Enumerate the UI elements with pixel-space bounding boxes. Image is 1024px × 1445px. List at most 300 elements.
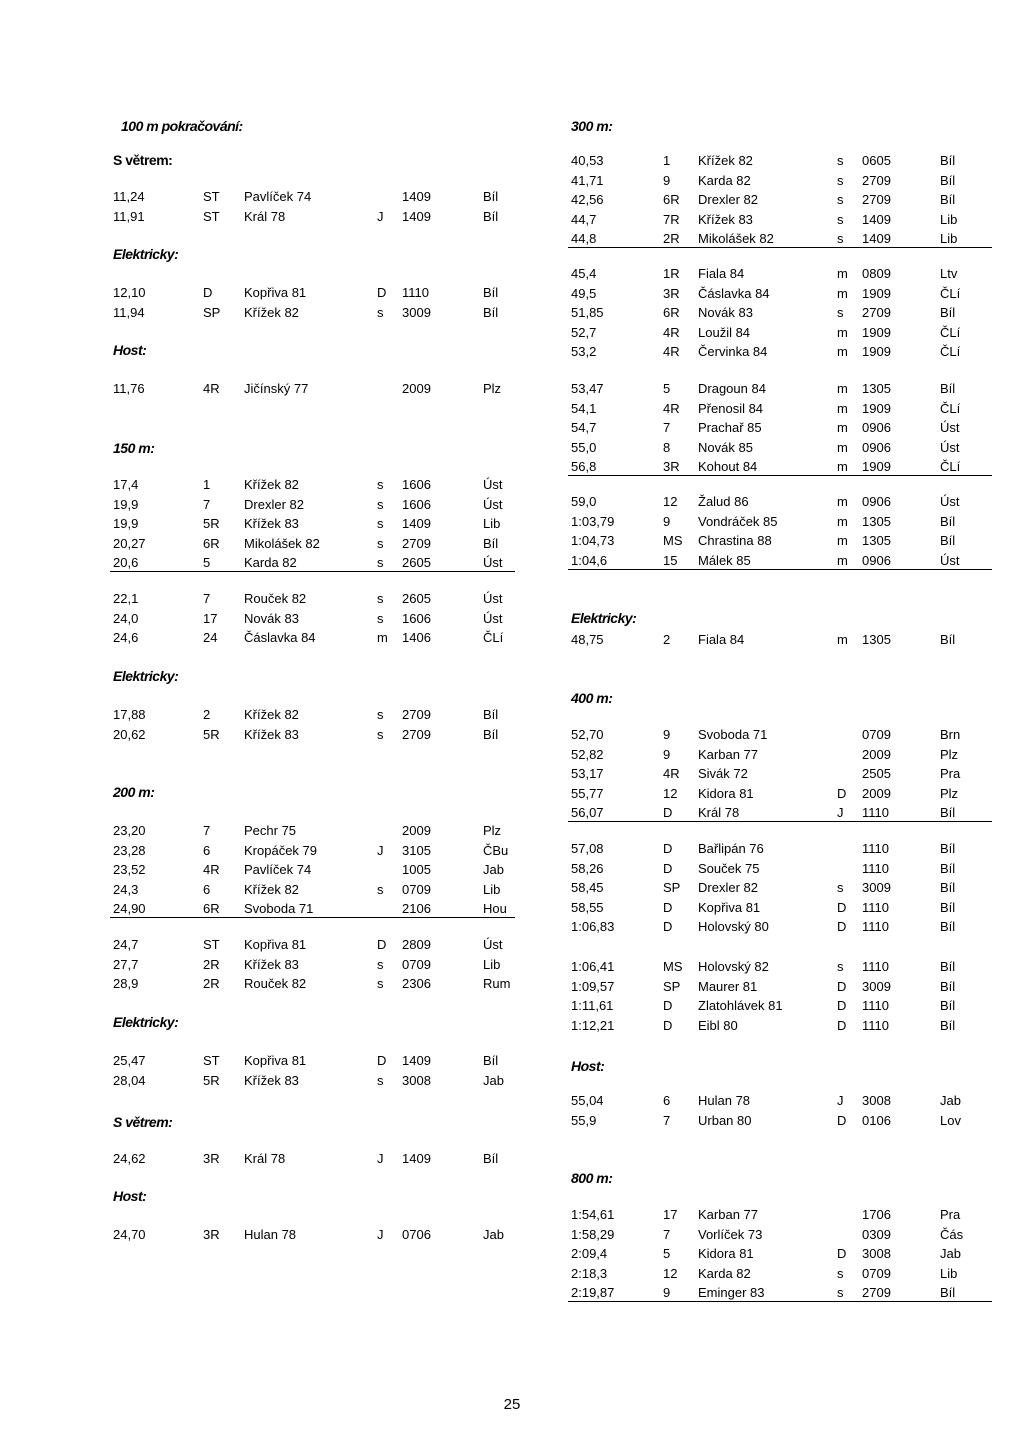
cell-time: 24,7 — [113, 937, 139, 952]
cell-date: 1110 — [862, 805, 889, 820]
cell-date: 1305 — [862, 533, 891, 548]
cell-athlete: Rouček 82 — [244, 591, 307, 606]
cell-club: Lib — [483, 881, 501, 897]
cell-athlete: Mikolášek 82 — [698, 231, 774, 246]
cell-date: 1110 — [862, 841, 889, 856]
result-row — [530, 419, 992, 437]
cell-time: 12,10 — [113, 285, 146, 300]
result-row — [0, 822, 515, 840]
cell-club: Plz — [940, 746, 959, 762]
cell-category: s — [377, 726, 384, 742]
cell-category: D — [837, 899, 847, 915]
result-row — [530, 918, 992, 936]
cell-date: 3009 — [402, 304, 431, 320]
cell-athlete: Křížek 83 — [244, 1072, 299, 1088]
cell-position: D — [663, 1017, 673, 1033]
cell-category: s — [837, 1265, 844, 1281]
result-row — [530, 380, 992, 398]
result-row — [0, 1052, 515, 1070]
cell-position: D — [663, 919, 673, 934]
cell-position: ST — [203, 189, 220, 204]
cell-category: D — [837, 1017, 847, 1033]
cell-position: SP — [663, 978, 681, 994]
result-row — [530, 265, 992, 283]
cell-category: s — [377, 956, 384, 972]
cell-time: 54,7 — [571, 420, 597, 435]
cell-athlete: Pechr 75 — [244, 823, 297, 838]
cell-club: Čás — [940, 1226, 964, 1242]
result-row — [530, 860, 992, 878]
cell-athlete: Kopřiva 81 — [698, 899, 761, 915]
cell-time: 57,08 — [571, 841, 604, 856]
cell-athlete: Maurer 81 — [698, 978, 758, 994]
cell-position: 7 — [203, 496, 211, 512]
result-row — [530, 493, 992, 511]
result-row — [0, 380, 515, 398]
cell-athlete: Prachař 85 — [698, 420, 762, 435]
cell-athlete: Žalud 86 — [698, 494, 749, 509]
cell-club: Úst — [483, 496, 503, 512]
cell-date: 1110 — [862, 860, 889, 876]
cell-category: m — [837, 344, 848, 359]
cell-club: Brn — [940, 727, 961, 742]
cell-position: 12 — [663, 1265, 678, 1281]
cell-time: 53,2 — [571, 344, 597, 359]
cell-position: 6R — [203, 901, 220, 916]
result-row — [530, 532, 992, 550]
cell-club: Bíl — [940, 880, 956, 895]
cell-position: 2 — [203, 707, 211, 722]
cell-time: 1:58,29 — [571, 1226, 615, 1242]
cell-position: 6 — [663, 1093, 671, 1108]
underline-divider — [568, 569, 992, 570]
cell-athlete: Loužil 84 — [698, 324, 751, 340]
cell-club: Bíl — [940, 153, 956, 168]
cell-athlete: Čáslavka 84 — [698, 285, 770, 301]
cell-category: D — [377, 1053, 387, 1068]
cell-athlete: Mikolášek 82 — [244, 535, 320, 551]
result-row — [0, 554, 515, 572]
cell-date: 1110 — [862, 1017, 889, 1033]
cell-date: 2009 — [862, 746, 891, 762]
result-row — [0, 284, 515, 302]
result-row — [0, 975, 515, 993]
cell-position: 7 — [203, 823, 211, 838]
cell-position: 9 — [663, 513, 671, 529]
cell-category: s — [377, 516, 384, 531]
cell-time: 1:12,21 — [571, 1017, 615, 1033]
cell-club: Plz — [483, 823, 502, 838]
result-row — [0, 590, 515, 608]
cell-date: 1606 — [402, 477, 431, 492]
cell-time: 48,75 — [571, 632, 604, 647]
cell-club: Úst — [483, 555, 503, 570]
cell-category: m — [837, 459, 848, 474]
cell-club: Pra — [940, 1207, 961, 1222]
cell-athlete: Fiala 84 — [698, 632, 745, 647]
cell-time: 40,53 — [571, 153, 604, 168]
cell-position: SP — [663, 880, 681, 895]
cell-time: 51,85 — [571, 305, 604, 320]
cell-club: ČBu — [483, 842, 509, 858]
cell-club: Úst — [483, 937, 503, 952]
cell-date: 1409 — [402, 1053, 431, 1068]
cell-position: 3R — [203, 1227, 220, 1242]
cell-time: 24,0 — [113, 610, 139, 626]
cell-athlete: Svoboda 71 — [244, 901, 314, 916]
cell-club: Bíl — [940, 172, 956, 188]
cell-position: 5 — [663, 381, 671, 396]
cell-club: Bíl — [940, 959, 956, 974]
result-row — [530, 978, 992, 996]
cell-date: 0709 — [402, 956, 431, 972]
cell-category: s — [377, 591, 384, 606]
cell-athlete: Kopřiva 81 — [244, 285, 307, 300]
cell-position: 4R — [203, 381, 220, 396]
cell-date: 3008 — [862, 1246, 891, 1261]
cell-date: 2009 — [862, 785, 891, 801]
result-row — [0, 629, 515, 647]
cell-time: 11,91 — [113, 208, 145, 224]
cell-category: m — [837, 420, 848, 435]
cell-athlete: Holovský 82 — [698, 959, 769, 974]
cell-date: 1909 — [862, 344, 891, 359]
cell-time: 55,04 — [571, 1093, 604, 1108]
cell-athlete: Kopřiva 81 — [244, 937, 307, 952]
page-section-title: 100 m pokračování: — [121, 118, 243, 134]
cell-date: 1909 — [862, 459, 891, 474]
cell-category: D — [837, 785, 847, 801]
cell-athlete: Jičínský 77 — [244, 381, 309, 396]
cell-club: Bíl — [483, 304, 499, 320]
result-row — [530, 343, 992, 361]
cell-club: Bíl — [940, 1017, 956, 1033]
cell-date: 1406 — [402, 630, 431, 645]
cell-time: 25,47 — [113, 1053, 146, 1068]
result-row — [0, 881, 515, 899]
cell-category: s — [377, 707, 384, 722]
left-section-heading: S větrem: — [113, 1114, 173, 1130]
cell-date: 1409 — [402, 1151, 431, 1166]
cell-time: 24,62 — [113, 1151, 146, 1166]
cell-time: 58,45 — [571, 880, 604, 895]
cell-category: s — [837, 880, 844, 895]
cell-date: 2709 — [862, 305, 891, 320]
cell-position: 4R — [663, 324, 680, 340]
cell-date: 1305 — [862, 632, 891, 647]
cell-time: 27,7 — [113, 956, 139, 972]
cell-position: 17 — [663, 1207, 678, 1222]
cell-athlete: Přenosil 84 — [698, 400, 764, 416]
cell-club: Jab — [940, 1093, 961, 1108]
cell-athlete: Karda 82 — [698, 1265, 751, 1281]
cell-club: Hou — [483, 901, 507, 916]
result-row — [0, 208, 515, 226]
cell-date: 1909 — [862, 324, 891, 340]
right-section-heading: 300 m: — [571, 118, 613, 134]
cell-athlete: Málek 85 — [698, 552, 751, 568]
cell-time: 52,70 — [571, 727, 604, 742]
cell-club: Lib — [483, 516, 501, 531]
result-row — [0, 936, 515, 954]
cell-athlete: Novák 83 — [244, 610, 299, 626]
cell-club: Bíl — [483, 535, 499, 551]
cell-category: s — [837, 959, 844, 974]
cell-club: Bíl — [940, 381, 956, 396]
result-row — [530, 746, 992, 764]
cell-date: 2709 — [402, 707, 431, 722]
cell-date: 1110 — [862, 959, 889, 974]
cell-time: 17,88 — [113, 707, 146, 722]
cell-club: Bíl — [483, 285, 499, 300]
cell-position: 2R — [203, 956, 220, 972]
result-row — [530, 172, 992, 190]
cell-date: 2605 — [402, 591, 431, 606]
cell-athlete: Křížek 82 — [698, 153, 753, 168]
cell-category: J — [377, 208, 384, 224]
cell-time: 17,4 — [113, 477, 139, 492]
cell-time: 1:11,61 — [571, 998, 614, 1013]
cell-time: 23,20 — [113, 823, 146, 838]
result-row — [0, 535, 515, 553]
cell-club: Bíl — [940, 841, 956, 856]
cell-athlete: Karda 82 — [244, 555, 297, 570]
cell-club: Bíl — [940, 1285, 956, 1300]
result-row — [0, 515, 515, 533]
cell-athlete: Červinka 84 — [698, 344, 768, 359]
cell-club: Úst — [483, 610, 503, 626]
cell-club: Bíl — [940, 305, 956, 320]
cell-position: 5R — [203, 516, 220, 531]
cell-date: 2709 — [862, 172, 891, 188]
cell-position: 4R — [663, 344, 680, 359]
left-section-heading: Elektricky: — [113, 1014, 179, 1030]
cell-athlete: Kopřiva 81 — [244, 1053, 307, 1068]
cell-time: 20,6 — [113, 555, 139, 570]
cell-date: 1706 — [862, 1207, 891, 1222]
result-row — [530, 1017, 992, 1035]
cell-category: s — [377, 304, 384, 320]
cell-club: Bíl — [483, 1151, 499, 1166]
cell-category: s — [837, 231, 844, 246]
cell-club: ČLí — [940, 344, 961, 359]
cell-category: J — [377, 1227, 384, 1242]
result-row — [530, 304, 992, 322]
cell-athlete: Křížek 83 — [244, 726, 299, 742]
cell-athlete: Zlatohlávek 81 — [698, 998, 783, 1013]
cell-date: 0605 — [862, 153, 891, 168]
cell-club: Plz — [940, 785, 959, 801]
cell-position: 1 — [663, 153, 671, 168]
cell-category: J — [837, 1093, 844, 1108]
cell-athlete: Urban 80 — [698, 1112, 752, 1128]
cell-category: s — [837, 153, 844, 168]
cell-category: J — [377, 842, 384, 858]
cell-date: 0706 — [402, 1227, 431, 1242]
cell-athlete: Svoboda 71 — [698, 727, 768, 742]
cell-club: Bíl — [940, 978, 956, 994]
cell-club: Bíl — [940, 860, 956, 876]
result-row — [530, 879, 992, 897]
cell-category: D — [837, 978, 847, 994]
cell-time: 1:04,6 — [571, 552, 608, 568]
underline-divider — [568, 821, 992, 822]
left-section-heading: 150 m: — [113, 440, 155, 456]
cell-category: D — [837, 919, 847, 934]
cell-category: s — [377, 535, 384, 551]
cell-position: 9 — [663, 1285, 671, 1300]
cell-athlete: Král 78 — [244, 208, 286, 224]
cell-time: 2:18,3 — [571, 1265, 608, 1281]
cell-athlete: Kropáček 79 — [244, 842, 317, 858]
cell-club: Bíl — [483, 1053, 499, 1068]
cell-time: 42,56 — [571, 192, 604, 207]
result-row — [530, 1284, 992, 1302]
cell-position: 4R — [203, 862, 220, 877]
cell-position: 6R — [663, 305, 680, 320]
cell-date: 2009 — [402, 381, 431, 396]
cell-position: 6R — [663, 192, 680, 207]
cell-time: 58,55 — [571, 899, 604, 915]
cell-club: Ltv — [940, 266, 958, 281]
underline-divider — [568, 1301, 992, 1302]
cell-category: D — [837, 1246, 847, 1261]
cell-date: 1909 — [862, 400, 891, 416]
result-row — [530, 513, 992, 531]
cell-category: s — [377, 1072, 384, 1088]
cell-position: 17 — [203, 610, 218, 626]
result-row — [0, 1072, 515, 1090]
result-row — [0, 610, 515, 628]
cell-athlete: Křížek 82 — [244, 304, 299, 320]
cell-position: D — [663, 805, 673, 820]
cell-club: Bíl — [940, 899, 956, 915]
cell-athlete: Karda 82 — [698, 172, 751, 188]
result-row — [530, 552, 992, 570]
cell-time: 53,17 — [571, 766, 604, 781]
cell-athlete: Čáslavka 84 — [244, 630, 316, 645]
cell-club: Lib — [940, 231, 958, 246]
cell-date: 2106 — [402, 901, 431, 916]
left-section-heading: S větrem: — [113, 152, 173, 168]
cell-category: m — [837, 513, 848, 529]
cell-date: 1005 — [402, 862, 431, 877]
cell-time: 28,9 — [113, 976, 139, 991]
cell-position: 5 — [663, 1246, 671, 1261]
cell-time: 23,52 — [113, 862, 146, 877]
cell-date: 1110 — [862, 899, 889, 915]
result-row — [530, 191, 992, 209]
page-number: 25 — [503, 1396, 521, 1413]
result-row — [530, 400, 992, 418]
cell-position: 8 — [663, 439, 671, 455]
cell-category: D — [377, 285, 387, 300]
cell-category: s — [377, 496, 384, 512]
cell-date: 0106 — [862, 1112, 891, 1128]
result-row — [0, 1226, 515, 1244]
result-row — [530, 285, 992, 303]
cell-time: 2:19,87 — [571, 1285, 615, 1300]
right-section-heading: Elektricky: — [571, 610, 637, 626]
result-row — [530, 1206, 992, 1224]
cell-position: 7 — [663, 420, 671, 435]
result-row — [530, 1265, 992, 1283]
cell-time: 44,8 — [571, 231, 597, 246]
cell-time: 54,1 — [571, 400, 597, 416]
cell-position: ST — [203, 208, 220, 224]
cell-position: 5R — [203, 726, 220, 742]
result-row — [0, 496, 515, 514]
cell-date: 0709 — [402, 881, 431, 897]
cell-time: 24,70 — [113, 1227, 146, 1242]
cell-category: m — [837, 632, 848, 647]
cell-date: 1409 — [402, 516, 431, 531]
cell-club: ČLí — [483, 630, 504, 645]
cell-time: 11,76 — [113, 381, 145, 396]
cell-position: 12 — [663, 785, 678, 801]
cell-club: Bíl — [940, 632, 956, 647]
cell-date: 3105 — [402, 842, 431, 858]
cell-club: Lov — [940, 1112, 961, 1128]
result-row — [0, 188, 515, 206]
cell-category: s — [837, 1285, 844, 1300]
result-row — [530, 439, 992, 457]
cell-date: 1305 — [862, 381, 891, 396]
cell-position: D — [203, 285, 213, 300]
result-row — [530, 152, 992, 170]
cell-club: Úst — [940, 439, 960, 455]
cell-club: Bíl — [483, 726, 499, 742]
cell-position: 9 — [663, 172, 671, 188]
cell-club: Bíl — [940, 998, 956, 1013]
cell-date: 2709 — [402, 535, 431, 551]
cell-club: Jab — [483, 1072, 504, 1088]
cell-time: 2:09,4 — [571, 1246, 608, 1261]
cell-date: 0906 — [862, 552, 891, 568]
cell-position: 7R — [663, 211, 680, 227]
cell-date: 0809 — [862, 266, 891, 281]
cell-club: Lib — [483, 956, 501, 972]
cell-club: ČLí — [940, 400, 961, 416]
cell-athlete: Dragoun 84 — [698, 381, 766, 396]
cell-date: 1606 — [402, 496, 431, 512]
cell-time: 44,7 — [571, 211, 597, 227]
cell-time: 1:06,83 — [571, 919, 615, 934]
cell-time: 1:03,79 — [571, 513, 615, 529]
cell-position: 6 — [203, 842, 211, 858]
cell-category: s — [837, 211, 844, 227]
cell-club: Úst — [483, 477, 503, 492]
cell-athlete: Drexler 82 — [698, 192, 758, 207]
cell-athlete: Křížek 83 — [244, 516, 299, 531]
result-row — [0, 900, 515, 918]
cell-date: 1409 — [862, 211, 891, 227]
cell-time: 1:09,57 — [571, 978, 615, 994]
cell-time: 24,90 — [113, 901, 146, 916]
cell-time: 11,94 — [113, 304, 145, 320]
result-row — [530, 765, 992, 783]
cell-athlete: Kohout 84 — [698, 459, 758, 474]
cell-club: Plz — [483, 381, 502, 396]
cell-club: Jab — [940, 1246, 961, 1261]
cell-date: 0906 — [862, 420, 891, 435]
cell-date: 1110 — [862, 919, 889, 934]
cell-club: Bíl — [483, 707, 499, 722]
cell-position: 9 — [663, 727, 671, 742]
cell-position: 1 — [203, 477, 211, 492]
cell-club: Lib — [940, 211, 958, 227]
cell-category: m — [837, 324, 848, 340]
